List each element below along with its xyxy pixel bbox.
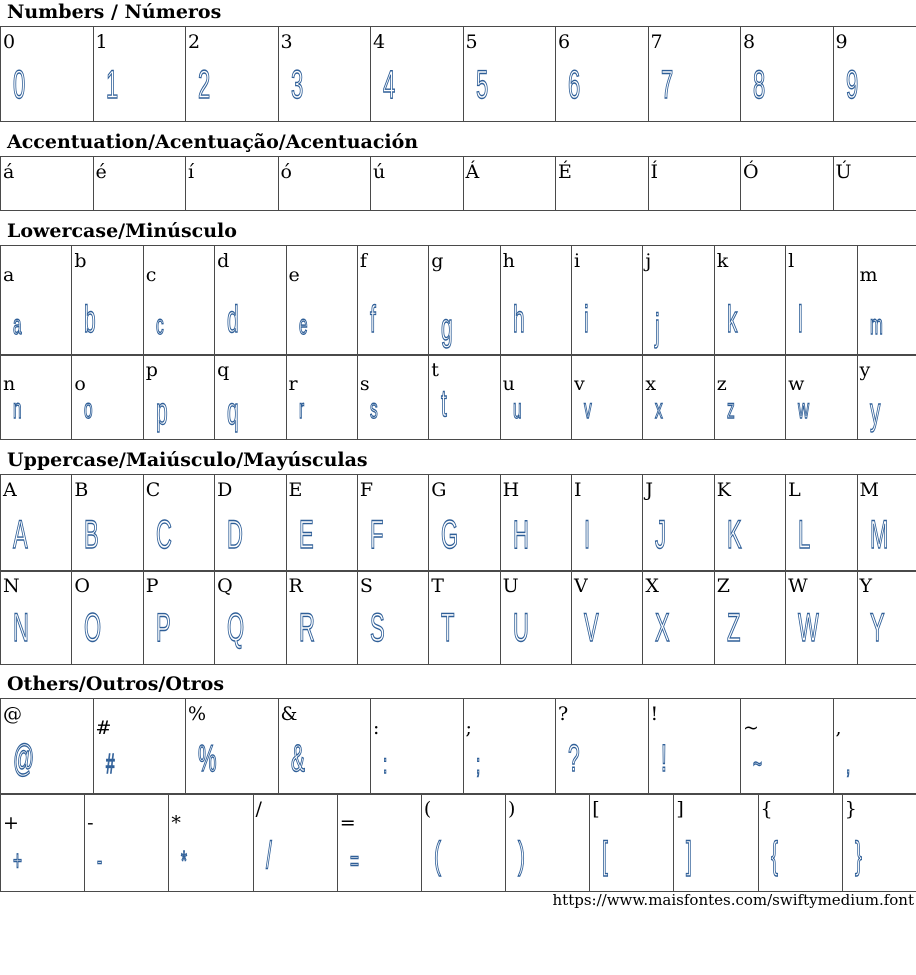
glyph-label: M [859, 479, 879, 501]
glyph-sample: ! [660, 738, 667, 780]
glyph-label: a [3, 264, 15, 286]
glyph-label: t [431, 359, 439, 381]
glyph-label: - [87, 812, 94, 834]
glyph-cell [253, 794, 337, 892]
glyph-cell [286, 571, 357, 665]
glyph-sample: ; [475, 748, 480, 779]
glyph-sample: y [869, 391, 880, 433]
glyph-sample: o [84, 393, 93, 424]
glyph-cell [337, 794, 421, 892]
glyph-sample: l [798, 299, 803, 341]
glyph-sample: I [584, 513, 591, 557]
glyph-label: 0 [3, 31, 16, 53]
glyph-sample: J [655, 513, 667, 557]
glyph-cell [833, 27, 916, 122]
glyph-cell [72, 475, 143, 572]
glyph-sample: s [369, 393, 378, 424]
glyph-label: h [502, 250, 515, 272]
glyph-cell [556, 699, 649, 795]
glyph-label: w [788, 373, 805, 395]
glyph-cell [572, 355, 643, 440]
glyph-label: K [716, 479, 731, 501]
glyph-cell [143, 475, 214, 572]
glyph-cell [674, 794, 758, 892]
glyph-sample: h [512, 299, 525, 341]
glyph-sample: d [227, 299, 239, 341]
glyph-sample: + [13, 845, 22, 876]
glyph-sample: 5 [475, 63, 488, 107]
glyph-cell [758, 794, 842, 892]
glyph-cell [278, 157, 371, 211]
glyph-label: Y [859, 575, 873, 597]
glyph-sample: N [13, 606, 29, 650]
glyph-label: ? [558, 703, 569, 725]
glyph-label: o [74, 373, 86, 395]
glyph-cell [463, 157, 556, 211]
glyph-cell [463, 699, 556, 795]
glyph-sample: i [584, 299, 589, 341]
glyph-sample: ( [433, 835, 441, 877]
glyph-cell [714, 246, 785, 356]
glyph-cell [143, 571, 214, 665]
glyph-sample: F [369, 513, 384, 557]
glyph-sample: 2 [198, 63, 211, 107]
glyph-sample: A [13, 513, 28, 557]
glyph-label: n [3, 373, 16, 395]
glyph-label: 2 [188, 31, 201, 53]
glyph-label: 5 [465, 31, 478, 53]
glyph-label: q [217, 359, 230, 381]
glyph-label: ] [676, 798, 684, 820]
glyph-label: { [760, 798, 773, 820]
glyph-cell [643, 475, 714, 572]
glyph-cell [1, 699, 94, 795]
glyph-sample: q [227, 391, 239, 433]
glyph-sample: X [655, 606, 671, 650]
glyph-label: X [645, 575, 659, 597]
glyph-sample: % [198, 738, 217, 780]
glyph-label: , [835, 717, 842, 739]
glyph-cell [500, 571, 571, 665]
glyph-label: É [558, 161, 572, 183]
glyph-label: x [645, 373, 657, 395]
glyph-cell [857, 475, 916, 572]
glyph-label: z [716, 373, 727, 395]
glyph-label: D [217, 479, 233, 501]
glyph-cell [741, 27, 834, 122]
glyph-sample: b [84, 299, 97, 341]
glyph-cell [463, 27, 556, 122]
glyph-sample: ] [686, 835, 693, 877]
glyph-cell [556, 27, 649, 122]
glyph-sample: c [155, 309, 164, 340]
glyph-label: ; [465, 717, 472, 739]
glyph-sample: z [726, 393, 735, 424]
glyph-label: Á [465, 161, 480, 183]
glyph-cell [72, 571, 143, 665]
glyph-sample: n [13, 393, 22, 424]
glyph-cell [143, 246, 214, 356]
glyph-sample: ~ [753, 748, 762, 779]
glyph-sample: u [512, 393, 522, 424]
glyph-label: T [431, 575, 444, 597]
uppercase-grid-row2 [0, 570, 916, 665]
glyph-sample: 7 [660, 63, 673, 107]
glyph-label: Ó [743, 161, 759, 183]
glyph-cell [186, 27, 279, 122]
glyph-label: Z [716, 575, 730, 597]
glyph-sample: [ [602, 835, 609, 877]
others-grid-row1 [0, 698, 916, 795]
glyph-label: H [502, 479, 520, 501]
glyph-sample: } [854, 835, 862, 877]
glyph-cell [714, 475, 785, 572]
glyph-sample: x [655, 393, 664, 424]
glyph-label: 6 [558, 31, 571, 53]
uppercase-grid-row1 [0, 474, 916, 572]
glyph-label: N [3, 575, 20, 597]
glyph-cell [714, 355, 785, 440]
glyph-sample: & [290, 738, 305, 780]
glyph-sample: U [512, 606, 529, 650]
glyph-cell [93, 699, 186, 795]
lowercase-grid-row2 [0, 354, 916, 440]
glyph-sample: = [349, 845, 359, 876]
glyph-cell [741, 699, 834, 795]
glyph-label: ( [423, 798, 432, 820]
glyph-sample: ) [518, 835, 525, 877]
glyph-label: 4 [373, 31, 386, 53]
glyph-sample: k [726, 299, 738, 341]
glyph-label: y [859, 359, 871, 381]
glyph-cell [421, 794, 505, 892]
glyph-cell [1, 246, 72, 356]
others-title: Others/Outros/Otros [7, 673, 225, 695]
glyph-label: @ [3, 703, 22, 725]
glyph-label: J [645, 479, 653, 501]
glyph-sample: K [726, 513, 742, 557]
glyph-sample: Y [869, 606, 885, 650]
glyph-cell [572, 571, 643, 665]
glyph-sample: - [97, 845, 103, 876]
glyph-cell [357, 475, 428, 572]
glyph-cell [506, 794, 590, 892]
glyph-label: E [288, 479, 303, 501]
glyph-cell [786, 571, 857, 665]
glyph-cell [500, 475, 571, 572]
glyph-cell [357, 355, 428, 440]
glyph-label: R [288, 575, 303, 597]
glyph-sample: H [512, 513, 529, 557]
glyph-label: V [574, 575, 588, 597]
glyph-sample: D [227, 513, 244, 557]
glyph-cell [429, 475, 500, 572]
glyph-sample: p [155, 391, 168, 433]
glyph-cell [371, 699, 464, 795]
lowercase-title: Lowercase/Minúsculo [7, 220, 237, 242]
glyph-cell [500, 246, 571, 356]
glyph-sample: r [298, 393, 304, 424]
glyph-cell [842, 794, 916, 892]
glyph-sample: 1 [105, 63, 118, 107]
glyph-sample: 9 [845, 63, 858, 107]
glyph-sample: E [298, 513, 314, 557]
glyph-sample: e [298, 309, 308, 340]
glyph-sample: O [84, 606, 102, 650]
glyph-sample: V [584, 606, 599, 650]
glyph-label: ú [373, 161, 386, 183]
glyph-label: P [145, 575, 159, 597]
glyph-cell [278, 699, 371, 795]
glyph-label: * [171, 812, 181, 834]
glyph-sample: M [869, 513, 888, 557]
glyph-cell [857, 571, 916, 665]
glyph-label: v [574, 373, 585, 395]
glyph-sample: L [798, 513, 811, 557]
glyph-cell [215, 571, 286, 665]
glyph-label: á [3, 161, 15, 183]
glyph-cell [371, 27, 464, 122]
glyph-sample: w [798, 393, 810, 424]
glyph-sample: 3 [290, 63, 303, 107]
glyph-label: f [359, 250, 367, 272]
glyph-label: r [288, 373, 298, 395]
glyph-cell [215, 475, 286, 572]
numbers-grid [0, 26, 916, 122]
glyph-sample: g [441, 307, 453, 349]
glyph-cell [857, 246, 916, 356]
glyph-sample: { [770, 835, 778, 877]
lowercase-grid-row1 [0, 245, 916, 356]
glyph-label: : [373, 717, 380, 739]
glyph-cell [371, 157, 464, 211]
glyph-sample: * [181, 845, 188, 876]
glyph-label: ) [508, 798, 516, 820]
footer-url[interactable]: https://www.maisfontes.com/swiftymedium.font [552, 891, 914, 909]
glyph-label: Q [217, 575, 233, 597]
glyph-sample: Q [227, 606, 245, 650]
glyph-cell [1, 475, 72, 572]
glyph-label: + [3, 812, 19, 834]
glyph-cell [556, 157, 649, 211]
glyph-sample: Z [726, 606, 741, 650]
glyph-cell [215, 246, 286, 356]
glyph-cell [1, 157, 94, 211]
glyph-label: l [788, 250, 795, 272]
glyph-cell [500, 355, 571, 440]
glyph-sample: , [845, 748, 850, 779]
glyph-label: S [359, 575, 373, 597]
glyph-label: W [788, 575, 808, 597]
glyph-label: G [431, 479, 447, 501]
glyph-cell [648, 27, 741, 122]
glyph-sample: 6 [568, 63, 581, 107]
glyph-cell [278, 27, 371, 122]
glyph-sample: m [869, 309, 883, 340]
glyph-label: = [339, 812, 356, 834]
glyph-cell [186, 699, 279, 795]
glyph-cell [590, 794, 674, 892]
glyph-cell [286, 355, 357, 440]
glyph-sample: v [584, 393, 592, 424]
glyph-cell [429, 246, 500, 356]
glyph-sample: 0 [13, 63, 26, 107]
glyph-label: 1 [95, 31, 108, 53]
glyph-sample: T [441, 606, 455, 650]
glyph-sample: ? [568, 738, 580, 780]
glyph-label: ! [650, 703, 659, 725]
glyph-label: # [95, 717, 112, 739]
glyph-label: b [74, 250, 87, 272]
glyph-cell [572, 475, 643, 572]
accents-title: Accentuation/Acentuação/Acentuación [7, 131, 419, 153]
glyph-sample: @ [13, 738, 35, 780]
glyph-label: u [502, 373, 515, 395]
glyph-label: B [74, 479, 89, 501]
glyph-cell [286, 246, 357, 356]
glyph-label: 9 [835, 31, 848, 53]
glyph-sample: a [13, 309, 22, 340]
glyph-label: U [502, 575, 519, 597]
glyph-cell [143, 355, 214, 440]
glyph-label: F [359, 479, 374, 501]
glyph-cell [169, 794, 253, 892]
glyph-sample: t [441, 383, 448, 425]
glyph-cell [833, 157, 916, 211]
glyph-label: d [217, 250, 230, 272]
glyph-cell [643, 571, 714, 665]
glyph-sample: f [369, 299, 376, 341]
glyph-cell [1, 794, 85, 892]
glyph-label: C [145, 479, 161, 501]
glyph-label: c [145, 264, 157, 286]
glyph-cell [786, 355, 857, 440]
glyph-cell [93, 157, 186, 211]
glyph-label: 3 [280, 31, 293, 53]
glyph-cell [429, 571, 500, 665]
glyph-label: / [255, 798, 262, 820]
glyph-label: } [844, 798, 857, 820]
glyph-cell [648, 699, 741, 795]
glyph-cell [648, 157, 741, 211]
glyph-sample: # [105, 748, 115, 779]
glyph-cell [643, 246, 714, 356]
glyph-cell [643, 355, 714, 440]
glyph-label: L [788, 479, 801, 501]
glyph-label: ~ [743, 717, 759, 739]
glyph-label: [ [592, 798, 600, 820]
glyph-label: e [288, 264, 300, 286]
glyph-cell [741, 157, 834, 211]
glyph-sample: S [369, 606, 385, 650]
glyph-label: g [431, 250, 444, 272]
glyph-sample: G [441, 513, 459, 557]
glyph-cell [357, 571, 428, 665]
glyph-cell [714, 571, 785, 665]
glyph-label: & [280, 703, 298, 725]
glyph-cell [833, 699, 916, 795]
glyph-sample: 8 [753, 63, 766, 107]
numbers-title: Numbers / Números [7, 1, 222, 23]
glyph-cell [72, 246, 143, 356]
others-grid-row2 [0, 793, 916, 892]
glyph-label: s [359, 373, 370, 395]
accents-grid [0, 156, 916, 211]
glyph-cell [429, 355, 500, 440]
glyph-cell [786, 475, 857, 572]
glyph-label: p [145, 359, 158, 381]
glyph-sample: R [298, 606, 315, 650]
glyph-label: % [188, 703, 207, 725]
glyph-sample: B [84, 513, 100, 557]
glyph-sample: W [798, 606, 819, 650]
glyph-label: j [645, 250, 652, 272]
uppercase-title: Uppercase/Maiúsculo/Mayúsculas [7, 449, 368, 471]
glyph-label: A [3, 479, 17, 501]
glyph-label: O [74, 575, 90, 597]
glyph-cell [186, 157, 279, 211]
glyph-label: Í [650, 161, 659, 183]
glyph-cell [85, 794, 169, 892]
glyph-label: é [95, 161, 107, 183]
glyph-sample: 4 [383, 63, 396, 107]
glyph-label: í [188, 161, 195, 183]
glyph-cell [1, 355, 72, 440]
glyph-cell [1, 571, 72, 665]
glyph-sample: : [383, 748, 388, 779]
glyph-sample: C [155, 513, 172, 557]
glyph-label: k [716, 250, 729, 272]
glyph-sample: P [155, 606, 171, 650]
glyph-cell [572, 246, 643, 356]
glyph-cell [72, 355, 143, 440]
glyph-label: m [859, 264, 878, 286]
glyph-label: Ú [835, 161, 852, 183]
glyph-label: I [574, 479, 582, 501]
glyph-label: 7 [650, 31, 663, 53]
glyph-cell [857, 355, 916, 440]
glyph-label: i [574, 250, 581, 272]
glyph-cell [786, 246, 857, 356]
glyph-cell [93, 27, 186, 122]
glyph-cell [357, 246, 428, 356]
glyph-label: ó [280, 161, 292, 183]
glyph-cell [1, 27, 94, 122]
glyph-sample: / [265, 835, 272, 877]
glyph-cell [215, 355, 286, 440]
glyph-sample: j [655, 307, 661, 349]
glyph-label: 8 [743, 31, 756, 53]
glyph-cell [286, 475, 357, 572]
